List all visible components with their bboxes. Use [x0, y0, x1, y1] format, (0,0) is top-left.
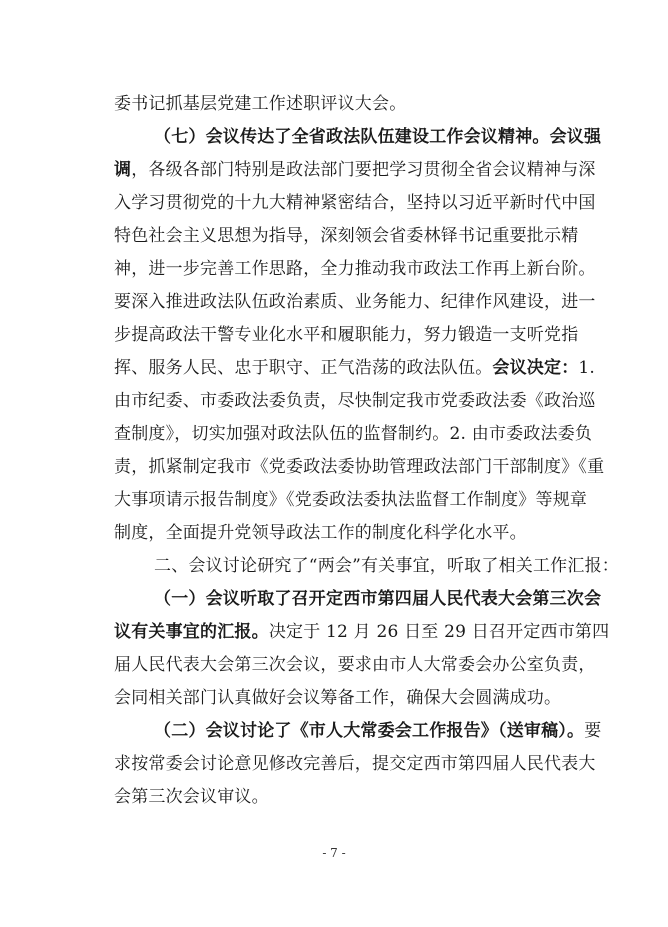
text-line [114, 748, 634, 781]
text-run: 会同相关部门认真做好会议筹备工作，确保大会圆满成功。 [114, 688, 562, 708]
text-line [114, 220, 634, 253]
text-line [114, 649, 634, 682]
bold-text-run: 议有关事宜的汇报。 [114, 622, 269, 642]
text-line [114, 451, 634, 484]
text-run: 步提高政法干警专业化水平和履职能力，努力锻造一支听党指 [114, 325, 579, 345]
text-run: 委书记抓基层党建工作述职评议大会。 [114, 94, 407, 114]
text-line [114, 550, 634, 583]
text-line [114, 616, 634, 649]
text-line [114, 88, 634, 121]
text-run: 特色社会主义思想为指导，深刻领会省委林铎书记重要批示精 [114, 226, 579, 246]
text-run: 制度，全面提升党领导政法工作的制度化科学化水平。 [114, 523, 527, 543]
text-run: ，各级各部门特别是政法部门要把学习贯彻全省会议精神与深 [131, 160, 596, 180]
text-line [114, 715, 634, 748]
text-line [114, 253, 634, 286]
text-run: 由市纪委、市委政法委负责，尽快制定我市党委政法委《政治巡 [114, 391, 596, 411]
text-line [114, 154, 634, 187]
text-line [114, 286, 634, 319]
text-run: 入学习贯彻党的十九大精神紧密结合，坚持以习近平新时代中国 [114, 193, 596, 213]
text-line [114, 385, 634, 418]
text-run: 挥、服务人民、忠于职守、正气浩荡的政法队伍。 [114, 358, 493, 378]
text-run: 要深入推进政法队伍政治素质、业务能力、纪律作风建设，进一 [114, 292, 596, 312]
bold-text-run: （二）会议讨论了《市人大常委会工作报告》（送审稿）。 [154, 721, 585, 741]
document-body [114, 88, 634, 814]
text-run: 决定于 12 月 26 日至 29 日召开定西市第四 [268, 622, 610, 642]
text-line [114, 682, 634, 715]
text-line [114, 319, 634, 352]
text-line [114, 583, 634, 616]
text-run: 1. [578, 358, 596, 378]
text-run: 届人民代表大会第三次会议，要求由市人大常委会办公室负责， [114, 655, 596, 675]
bold-text-run: 会议决定： [492, 358, 579, 378]
text-line [114, 187, 634, 220]
text-line [114, 121, 634, 154]
text-line [114, 484, 634, 517]
text-run: 查制度》，切实加强对政法队伍的监督制约。2. 由市委政法委负 [114, 424, 593, 444]
text-run: 责，抓紧制定我市《党委政法委协助管理政法部门干部制度》《重 [114, 457, 605, 477]
bold-text-run: （七）会议传达了全省政法队伍建设工作会议精神。会议强 [154, 127, 602, 147]
text-line [114, 781, 634, 814]
text-run: 求按常委会讨论意见修改完善后，提交定西市第四届人民代表大 [114, 754, 596, 774]
text-run: 要 [584, 721, 602, 741]
text-run: 二、会议讨论研究了“两会”有关事宜，听取了相关工作汇报： [154, 556, 619, 576]
text-run: 神，进一步完善工作思路，全力推动我市政法工作再上新台阶。 [114, 259, 596, 279]
bold-text-run: 调 [114, 160, 132, 180]
text-line [114, 352, 634, 385]
bold-text-run: （一）会议听取了召开定西市第四届人民代表大会第三次会 [154, 589, 602, 609]
text-run: 大事项请示报告制度》《党委政法委执法监督工作制度》等规章 [114, 490, 588, 510]
text-line [114, 418, 634, 451]
text-line [114, 517, 634, 550]
page-number: - 7 - [322, 846, 346, 860]
text-run: 会第三次会议审议。 [114, 787, 269, 807]
